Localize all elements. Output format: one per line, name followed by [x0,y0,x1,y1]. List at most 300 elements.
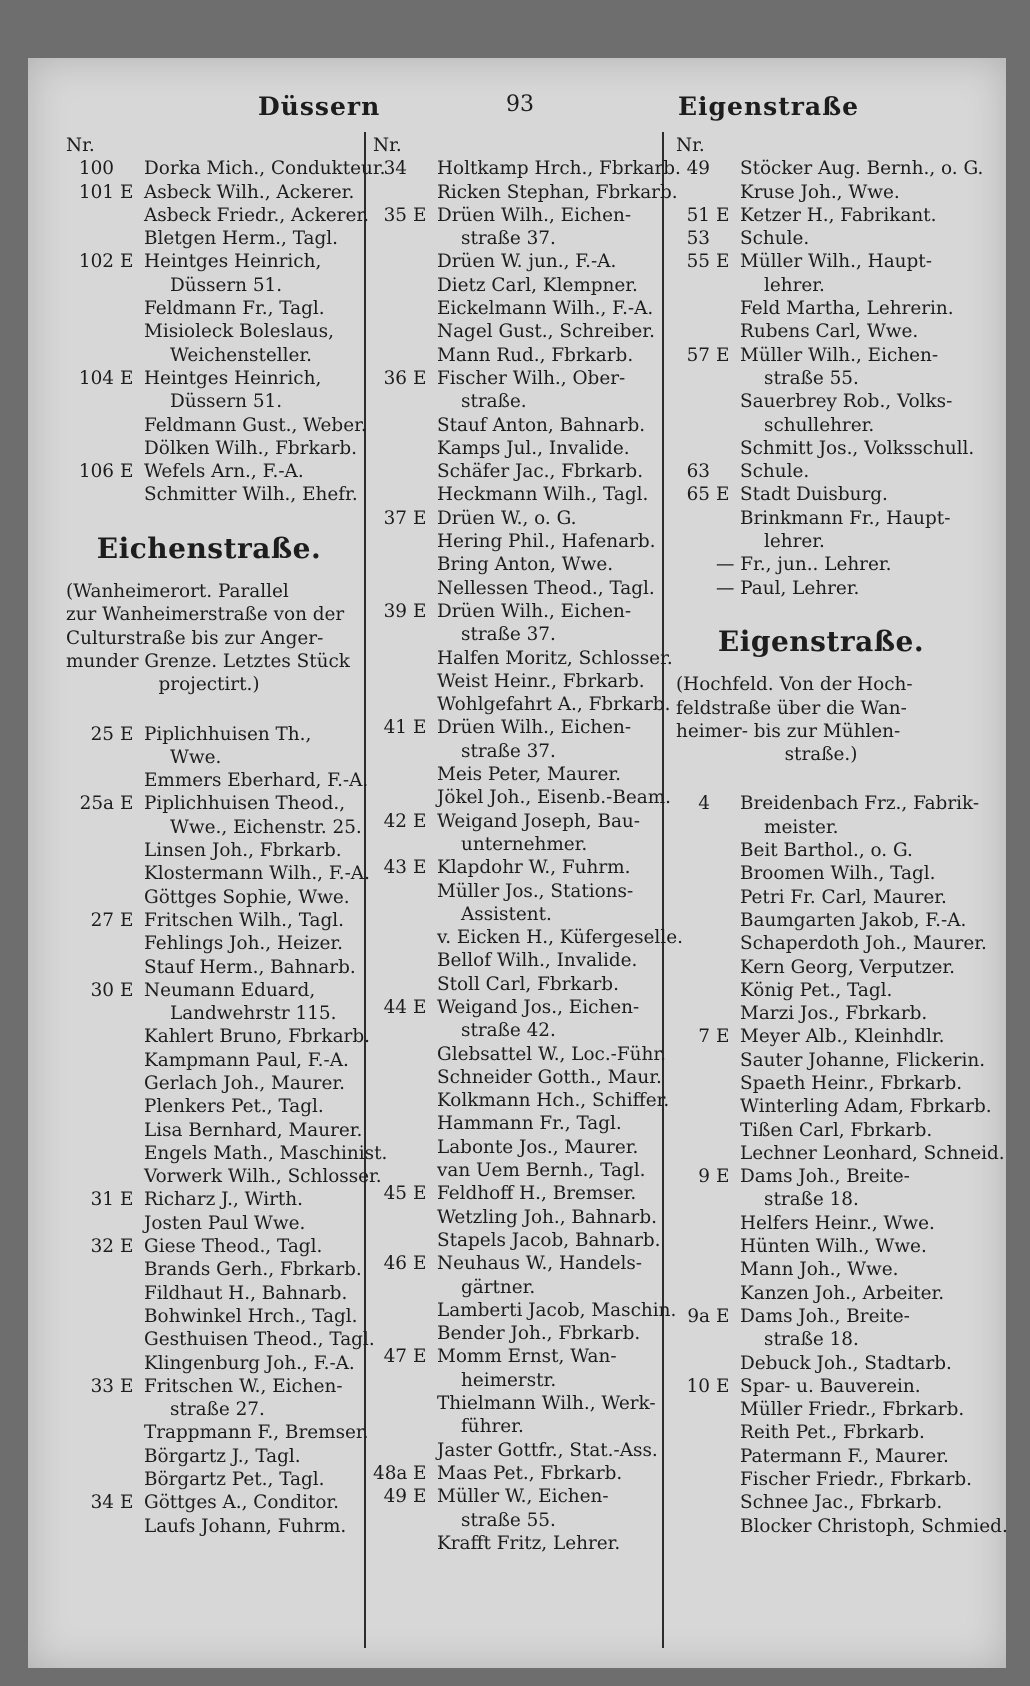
list-item [676,181,966,204]
resident-entry: Kahlert Bruno, Fbrkarb. [144,1026,370,1048]
list-item [66,1328,375,1351]
house-number [676,320,716,343]
resident-entry: Wohlgefahrt A., Fbrkarb. [437,694,671,716]
house-number [373,693,413,716]
list-item [66,367,352,390]
owner-marker [413,344,437,367]
street-description [676,673,966,766]
house-number [676,909,716,932]
list-item [373,1252,648,1275]
owner-marker [716,1095,740,1118]
resident-entry: Stöcker Aug. Bernh., o. G. [740,158,984,180]
list-item [676,1491,966,1514]
resident-entry: Bender Joh., Fbrkarb. [437,1323,641,1345]
entry-continuation: straße. [461,391,527,413]
list-item [676,1025,966,1048]
resident-entry: Drüen Wilh., Eichen- [437,600,632,622]
list-item [676,157,984,180]
owner-marker: E [413,717,427,739]
owner-marker: E [716,204,730,226]
resident-entry: Drüen Wilh., Eichen- [437,717,632,739]
list-item [66,1049,352,1072]
resident-entry: Börgartz J., Tagl. [144,1445,301,1467]
resident-entry: Beit Barthol., o. G. [740,840,913,862]
owner-marker [716,460,740,483]
house-number: 36 [383,367,407,389]
resident-entry: Labonte Jos., Maurer. [437,1136,639,1158]
house-number [373,1089,413,1112]
list-item [66,1445,352,1468]
owner-marker [120,1212,144,1235]
owner-marker: E [120,1375,134,1397]
house-number [676,979,716,1002]
entry-continuation: straße 55. [461,1509,556,1531]
list-item [373,1043,666,1066]
list-item [676,1002,966,1025]
list-item [66,1165,382,1188]
owner-marker [120,1421,144,1444]
owner-marker: E [413,367,427,389]
house-number [676,1445,716,1468]
resident-entry: Feldhoff H., Bremser. [437,1183,637,1205]
owner-marker [413,647,437,670]
resident-entry: Nellessen Theod., Tagl. [437,577,655,599]
owner-marker: E [413,1346,427,1368]
house-number [676,1002,716,1025]
house-number: 35 [383,204,407,226]
house-number: 106 [78,461,114,483]
house-number [373,437,413,460]
entry-continuation: führer. [461,1416,524,1438]
owner-marker [413,250,437,273]
resident-entry: Feldmann Gust., Weber. [144,414,367,436]
list-item [676,1305,966,1328]
house-number: 4 [698,793,710,815]
owner-marker [413,1532,437,1555]
description-line: zur Wanheimerstraße von der [66,604,345,626]
resident-entry: Broomen Wilh., Tagl. [740,863,936,885]
resident-entry: Holtkamp Hrch., Fbrkarb. [437,158,681,180]
entry-continuation: Wwe., Eichenstr. 25. [170,816,362,838]
owner-marker [413,949,437,972]
house-number [373,1043,413,1066]
house-number [66,1258,120,1281]
owner-marker [120,414,144,437]
owner-marker [120,1515,144,1538]
house-number [373,274,413,297]
list-item [676,1421,966,1444]
list-item [66,932,352,955]
owner-marker [413,973,437,996]
house-number: 45 [383,1183,407,1205]
house-number: 31 [90,1189,114,1211]
owner-marker [120,483,144,506]
resident-entry: Schäfer Jac., Fbrkarb. [437,461,644,483]
list-item [66,792,352,815]
house-number [676,1119,716,1142]
house-number [66,1352,120,1375]
entry-continuation: Düssern 51. [170,391,283,413]
owner-marker: E [413,1486,427,1508]
resident-entry: Emmers Eberhard, F.-A. [144,770,369,792]
description-line: (Hochfeld. Von der Hoch- [676,674,913,696]
house-number [66,1445,120,1468]
owner-marker [716,227,740,250]
house-number [373,1112,413,1135]
list-item [66,204,369,227]
list-item [676,1352,966,1375]
house-number [676,1468,716,1491]
resident-entry: Neuhaus W., Handels- [437,1253,643,1275]
list-item [676,227,966,250]
entry-continuation: straße 27. [170,1399,265,1421]
list-item [373,810,648,833]
owner-marker: E [716,1305,730,1327]
house-number: 100 [78,158,114,180]
house-number: 39 [383,600,407,622]
owner-marker [716,1398,740,1421]
owner-marker: E [120,367,134,389]
resident-entry: Lechner Leonhard, Schneid. [740,1142,1005,1164]
resident-entry: Momm Ernst, Wan- [437,1346,617,1368]
list-item [373,460,648,483]
house-number: 27 [90,909,114,931]
list-item [66,1095,352,1118]
list-item [676,483,966,506]
owner-marker: E [413,1183,427,1205]
house-number [676,1282,716,1305]
house-number: 25 [90,723,114,745]
house-number [373,973,413,996]
owner-marker [120,839,144,862]
list-item [66,437,357,460]
house-number [66,956,120,979]
house-number [373,1532,413,1555]
owner-marker: E [716,1026,730,1048]
owner-marker [413,1439,437,1462]
owner-marker [120,1072,144,1095]
house-number: 51 [686,204,710,226]
list-item [373,996,648,1019]
list-item [373,553,648,576]
resident-entry: Fischer Wilh., Ober- [437,367,626,389]
resident-entry: Müller Wilh., Eichen- [740,344,939,366]
resident-entry: Dams Joh., Breite- [740,1166,910,1188]
resident-entry: Hering Phil., Hafenarb. [437,531,656,553]
owner-marker [120,1142,144,1165]
list-item [373,530,656,553]
resident-entry: Laufs Johann, Fuhrm. [144,1515,347,1537]
resident-entry: Spaeth Heinr., Fbrkarb. [740,1072,963,1094]
house-number [676,932,716,955]
house-number: 63 [686,461,710,483]
owner-marker [413,1043,437,1066]
list-item [676,792,980,815]
resident-entry: Maas Pet., Fbrkarb. [437,1462,623,1484]
resident-entry: Ricken Stephan, Fbrkarb. [437,181,678,203]
list-item [373,1159,648,1182]
list-item [676,1282,966,1305]
resident-entry: Trappmann F., Bremser. [144,1422,369,1444]
list-item [373,670,648,693]
list-item [373,157,681,180]
house-number [676,1491,716,1514]
list-item [66,250,352,273]
list-item [676,1095,992,1118]
list-item [676,250,966,273]
description-line: projectirt.) [158,674,260,696]
resident-entry: Tißen Carl, Fbrkarb. [740,1119,933,1141]
owner-marker [120,862,144,885]
entry-list [676,792,1008,1538]
house-number [676,507,716,530]
house-number: 9a [687,1305,710,1327]
resident-entry: Reith Pet., Fbrkarb. [740,1422,925,1444]
owner-marker: E [120,461,134,483]
list-item [66,1235,352,1258]
street-description [66,580,352,696]
owner-marker [120,437,144,460]
owner-marker: E [120,1236,134,1258]
list-item [373,1182,648,1205]
list-item [373,1206,657,1229]
resident-entry: Stapels Jacob, Bahnarb. [437,1229,661,1251]
list-item [66,862,370,885]
resident-entry: Helfers Heinr., Wwe. [740,1212,935,1234]
house-number [373,786,413,809]
list-item [373,763,648,786]
owner-marker [413,460,437,483]
list-item [66,460,352,483]
house-number [66,414,120,437]
list-item [66,1421,369,1444]
house-number: 101 [78,181,114,203]
list-item [66,227,352,250]
owner-marker [716,1258,740,1281]
entry-continuation: straße 55. [764,367,859,389]
owner-marker [413,320,437,343]
resident-entry: Bletgen Herm., Tagl. [144,228,339,250]
owner-marker: E [413,857,427,879]
owner-marker: E [120,793,134,815]
list-item [373,204,648,227]
list-item [66,1188,352,1211]
owner-marker: E [120,1189,134,1211]
owner-marker [413,553,437,576]
resident-entry: Eickelmann Wilh., F.-A. [437,298,654,320]
list-item [373,367,648,390]
list-item [66,414,367,437]
resident-entry: Heintges Heinrich, [144,367,322,389]
resident-entry: Petri Fr. Carl, Maurer. [740,886,947,908]
resident-entry: Klapdohr W., Fuhrm. [437,857,631,879]
resident-entry: Brinkmann Fr., Haupt- [740,507,951,529]
house-number [676,1352,716,1375]
entry-continuation: Weichensteller. [170,344,313,366]
house-number [373,414,413,437]
owner-marker [120,204,144,227]
list-item [373,1299,677,1322]
house-number [676,956,716,979]
house-number [373,1136,413,1159]
owner-marker [413,181,437,204]
list-item [676,886,966,909]
entry-continuation: lehrer. [764,531,825,553]
resident-entry: Bohwinkel Hrch., Tagl. [144,1305,358,1327]
house-number: 65 [686,484,710,506]
resident-entry: Patermann F., Maurer. [740,1445,949,1467]
owner-marker: E [120,909,134,931]
resident-entry: Müller Jos., Stations- [437,880,634,902]
list-item [373,1532,648,1555]
house-number [373,553,413,576]
house-number [373,1229,413,1252]
house-number [66,1282,120,1305]
resident-entry: Stauf Anton, Bahnarb. [437,414,646,436]
house-number [676,1212,716,1235]
house-number [676,862,716,885]
house-number: 102 [78,251,114,273]
owner-marker [716,956,740,979]
list-item [66,1375,352,1398]
house-number [66,1119,120,1142]
owner-marker [120,1468,144,1491]
resident-entry: Jökel Joh., Eisenb.-Beam. [437,787,671,809]
resident-entry: Rubens Carl, Wwe. [740,321,919,343]
list-item [373,973,648,996]
house-number [66,320,120,343]
resident-entry: Fischer Friedr., Fbrkarb. [740,1469,972,1491]
owner-marker [120,297,144,320]
house-number: 46 [383,1253,407,1275]
house-number [373,344,413,367]
house-number: 41 [383,717,407,739]
owner-marker [716,1421,740,1444]
house-number: 53 [686,228,710,250]
resident-entry: König Pet., Tagl. [740,979,893,1001]
list-item [676,507,966,530]
dash-entries [676,553,966,600]
owner-marker: E [716,251,730,273]
resident-entry: Josten Paul Wwe. [144,1212,306,1234]
list-item [373,1089,670,1112]
list-item [66,157,386,180]
resident-entry: Dorka Mich., Condukteur. [144,158,386,180]
house-number [676,1142,716,1165]
house-number [373,1392,413,1415]
house-number [66,1025,120,1048]
house-number [373,670,413,693]
resident-entry: Glebsattel W., Loc.-Führ. [437,1043,666,1065]
owner-marker [716,507,740,530]
house-number: 34 [90,1492,114,1514]
list-item [676,956,966,979]
owner-marker [413,1089,437,1112]
resident-entry: Halfen Moritz, Schlosser. [437,647,673,669]
list-item [373,1066,662,1089]
resident-entry: Kruse Joh., Wwe. [740,181,900,203]
list-item [373,250,648,273]
house-number [373,1299,413,1322]
list-item [373,1112,648,1135]
list-item [676,839,966,862]
list-item [66,1468,352,1491]
column-3 [676,134,1008,1648]
resident-entry: Klingenburg Joh., F.-A. [144,1352,355,1374]
house-number [676,1398,716,1421]
resident-entry: Mann Joh., Wwe. [740,1259,899,1281]
owner-marker [120,1165,144,1188]
house-number [373,1159,413,1182]
section-title: Eichenstraße. [96,531,322,565]
owner-marker [716,862,740,885]
owner-marker [716,1049,740,1072]
house-number: 30 [90,979,114,1001]
list-item [676,297,966,320]
resident-entry: Thielmann Wilh., Werk- [437,1393,656,1415]
owner-marker [716,1002,740,1025]
list-item [676,390,966,413]
owner-marker [413,414,437,437]
resident-entry: Feldmann Fr., Tagl. [144,298,325,320]
resident-entry: Fritschen Wilh., Tagl. [144,909,345,931]
owner-marker [716,1235,740,1258]
list-item [676,320,966,343]
list-item [373,926,683,949]
list-item [66,1142,388,1165]
list-item [373,414,648,437]
list-item [676,1165,966,1188]
list-item [373,786,671,809]
resident-entry: Bring Anton, Wwe. [437,554,614,576]
resident-entry: Plenkers Pet., Tagl. [144,1096,324,1118]
owner-marker [716,1445,740,1468]
house-number: 9 [698,1166,710,1188]
house-number: 32 [90,1236,114,1258]
resident-entry: Jaster Gottfr., Stat.-Ass. [437,1439,658,1461]
list-item [373,344,648,367]
owner-marker: E [120,181,134,203]
owner-marker: E [120,251,134,273]
house-number: 33 [90,1375,114,1397]
entry-continuation: straße 37. [461,740,556,762]
house-number [66,862,120,885]
owner-marker [716,1282,740,1305]
house-number: 37 [383,507,407,529]
house-number [676,390,716,413]
resident-entry: Schaperdoth Joh., Maurer. [740,933,987,955]
owner-marker: E [716,1166,730,1188]
owner-marker [413,1229,437,1252]
house-number [66,227,120,250]
owner-marker [413,1066,437,1089]
house-number [373,577,413,600]
owner-marker [413,693,437,716]
house-number [676,1235,716,1258]
house-number [66,297,120,320]
list-item [373,647,673,670]
owner-marker [413,1136,437,1159]
house-number: 55 [686,251,710,273]
description-line: (Wanheimerort. Parallel [66,581,289,603]
entry-list [66,723,388,1538]
owner-marker [716,181,740,204]
header-right-street: Eigenstraße [678,92,860,121]
resident-entry: Krafft Fritz, Lehrer. [437,1532,621,1554]
resident-entry: Schule. [740,461,810,483]
ditto-entry: — Paul, Lehrer. [716,577,860,599]
house-number: 25a [79,793,114,815]
